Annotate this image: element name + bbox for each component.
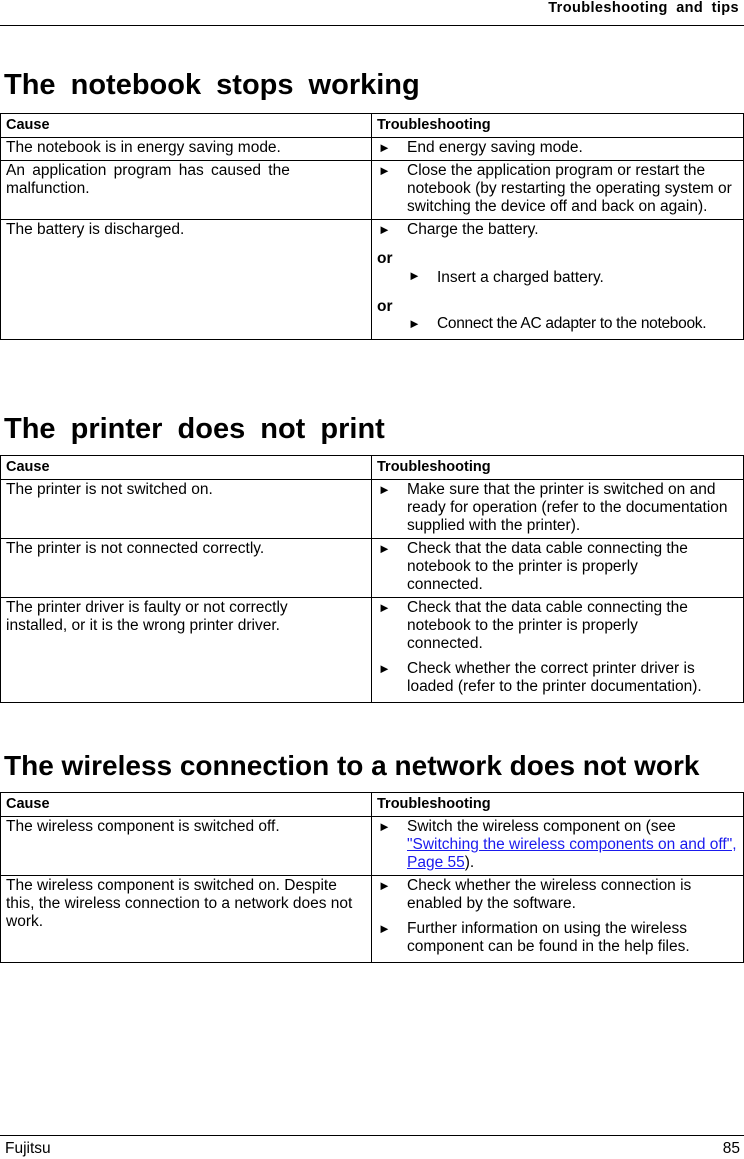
column-header-cause: Cause: [1, 114, 372, 138]
step: ► Switch the wireless component on (see "Switching the wireless components on and off", Page 55).: [378, 818, 737, 871]
troubleshooting-cell: [372, 817, 744, 876]
cause-cell: The printer is not connected correctly.: [1, 539, 372, 598]
step: ► Make sure that the printer is switched on and ready for operation (refer to the documentation supplied with the printer).: [378, 481, 728, 534]
step: ► Further information on using the wireless component can be found in the help files.: [378, 920, 690, 955]
table-wireless: [0, 792, 744, 963]
step: ► Check that the data cable connecting the notebook to the printer is properly connected.: [378, 540, 688, 593]
publisher: Fujitsu: [5, 1140, 51, 1157]
column-header-troubleshooting: Troubleshooting: [372, 114, 744, 138]
table-row: [1, 138, 744, 161]
table-row: [1, 598, 744, 703]
troubleshooting-cell: [372, 876, 744, 963]
cause-cell: The printer is not switched on.: [1, 480, 372, 539]
running-title: Troubleshooting and tips: [548, 0, 739, 16]
table-header-row: [1, 793, 744, 817]
arrow-right-icon: ►: [378, 819, 391, 834]
table-row: [1, 539, 744, 598]
step: ► Charge the battery.: [378, 221, 539, 238]
step: ► Insert a charged battery.: [408, 268, 604, 286]
or-label: or: [377, 250, 393, 267]
arrow-right-icon: ►: [378, 140, 391, 155]
table-row: [1, 876, 744, 963]
step: ► Check that the data cable connecting the notebook to the printer is properly connected.: [378, 599, 688, 652]
arrow-right-icon: ►: [408, 316, 421, 331]
cause-cell: The printer driver is faulty or not correctly installed, or it is the wrong printer driver.: [1, 598, 372, 703]
page-number: 85: [722, 1140, 740, 1157]
table-row: [1, 220, 744, 340]
page-reference-link[interactable]: "Switching the wireless components on and off", Page 55: [407, 836, 737, 871]
cause-cell: The battery is discharged.: [1, 220, 372, 340]
arrow-right-icon: ►: [378, 222, 391, 237]
column-header-troubleshooting: Troubleshooting: [372, 456, 744, 480]
troubleshooting-cell: [372, 480, 744, 539]
table-header-row: [1, 114, 744, 138]
troubleshooting-cell: [372, 161, 744, 220]
arrow-right-icon: ►: [378, 163, 391, 178]
page-footer: [0, 1135, 744, 1157]
table-row: [1, 480, 744, 539]
step: ► Check whether the correct printer driver is loaded (refer to the printer documentation).: [378, 660, 702, 695]
step: ► Check whether the wireless connection is enabled by the software.: [378, 877, 692, 912]
section-title-wireless: The wireless connection to a network does not work: [4, 750, 700, 781]
arrow-right-icon: ►: [378, 541, 391, 556]
arrow-right-icon: ►: [378, 482, 391, 497]
table-notebook: [0, 113, 744, 340]
table-printer: [0, 455, 744, 703]
step: ► Connect the AC adapter to the notebook.: [408, 315, 707, 332]
table-row: [1, 817, 744, 876]
column-header-cause: Cause: [1, 456, 372, 480]
troubleshooting-cell: [372, 539, 744, 598]
cause-cell: An application program has caused the malfunction.: [1, 161, 372, 220]
section-title-notebook: The notebook stops working: [4, 69, 420, 101]
arrow-right-icon: ►: [378, 878, 391, 893]
table-header-row: [1, 456, 744, 480]
troubleshooting-cell: [372, 138, 744, 161]
column-header-cause: Cause: [1, 793, 372, 817]
arrow-right-icon: ►: [408, 268, 421, 283]
arrow-right-icon: ►: [378, 921, 391, 936]
cause-cell: The notebook is in energy saving mode.: [1, 138, 372, 161]
cause-cell: The wireless component is switched on. Despite this, the wireless connection to a network does not work.: [1, 876, 372, 963]
page-header: [0, 0, 744, 26]
troubleshooting-cell: [372, 598, 744, 703]
column-header-troubleshooting: Troubleshooting: [372, 793, 744, 817]
arrow-right-icon: ►: [378, 600, 391, 615]
step: ► End energy saving mode.: [378, 139, 583, 156]
step: ► Close the application program or restart the notebook (by restarting the operating system or switching the device off and back on again).: [378, 162, 732, 215]
section-title-printer: The printer does not print: [4, 413, 385, 445]
cause-cell: The wireless component is switched off.: [1, 817, 372, 876]
or-label: or: [377, 298, 393, 315]
arrow-right-icon: ►: [378, 661, 391, 676]
table-row: [1, 161, 744, 220]
troubleshooting-cell: [372, 220, 744, 340]
